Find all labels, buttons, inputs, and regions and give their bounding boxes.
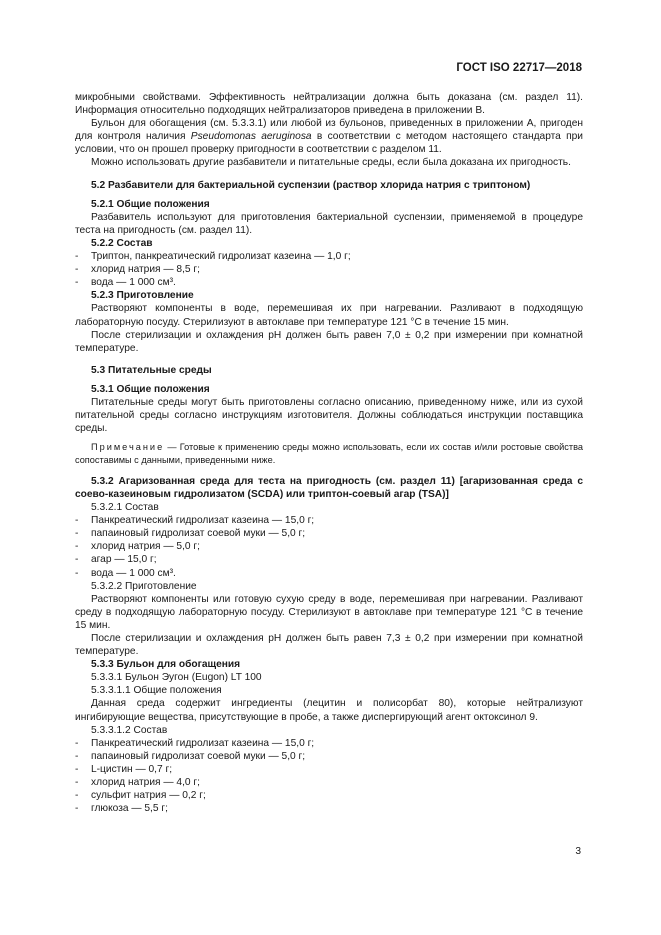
paragraph: Можно использовать другие разбавители и питательные среды, если была доказана их пригодность. <box>91 157 571 169</box>
paragraph: После стерилизации и охлаждения pH должен быть равен 7,0 ± 0,2 при измерении при комнатной температуре. <box>75 329 583 354</box>
paragraph: Бульон для обогащения (см. 5.3.3.1) или любой из бульонов, приведенных в приложении А, пригоден для контроля наличия Pseudomonas aeruginosa в соответствии с методом настоящего стандарта при условии, что он прошел проверку пригодности в соответствии с разделом 11. <box>75 118 583 156</box>
list-item: - хлорид натрия — 5,0 г; <box>75 540 583 553</box>
composition-list <box>75 514 583 579</box>
section-heading-5-2-3: 5.2.3 Приготовление <box>91 290 194 302</box>
subsection-heading: 5.3.2.1 Состав <box>91 502 159 514</box>
list-item: - вода — 1 000 см³. <box>75 567 583 580</box>
paragraph: Растворяют компоненты или готовую сухую среду в воде, перемешивая при нагревании. Разливают среду в подходящую лабораторную посуду. Стерилизуют в автоклаве при температуре 121 °С в течение 15 мин. <box>75 593 583 631</box>
list-item: - вода — 1 000 см³. <box>75 276 583 289</box>
section-heading-5-2-2: 5.2.2 Состав <box>91 237 153 249</box>
paragraph: Питательные среды могут быть приготовлены согласно описанию, приведенному ниже, или из сухой питательной среды согласно инструкциям изготовителя. Должны соблюдаться инструкции поставщика среды. <box>75 396 583 435</box>
section-heading-5-2: 5.2 Разбавители для бактериальной суспензии (раствор хлорида натрия с триптоном) <box>91 179 531 191</box>
note: Примечание — Готовые к применению среды можно использовать, если их состав и/или ростовые свойства сопоставимы с данными, приведенными ниже. <box>75 442 583 465</box>
list-item: - Панкреатический гидролизат казеина — 15,0 г; <box>75 737 583 750</box>
list-item: - папаиновый гидролизат соевой муки — 5,0 г; <box>75 750 583 763</box>
page-number: 3 <box>575 846 581 857</box>
section-heading-5-3-3: 5.3.3 Бульон для обогащения <box>91 659 241 671</box>
list-item: - хлорид натрия — 8,5 г; <box>75 263 583 276</box>
composition-list <box>75 250 583 289</box>
list-item: - папаиновый гидролизат соевой муки — 5,0 г; <box>75 527 583 540</box>
list-item: - агар — 15,0 г; <box>75 553 583 566</box>
list-item: - сульфит натрия — 0,2 г; <box>75 789 583 802</box>
document-body <box>75 91 583 815</box>
document-header: ГОСТ ISO 22717—2018 <box>456 62 582 74</box>
subsection-heading: 5.3.2.2 Приготовление <box>91 580 197 592</box>
list-item: - глюкоза — 5,5 г; <box>75 802 583 815</box>
paragraph: После стерилизации и охлаждения pH должен быть равен 7,3 ± 0,2 при измерении при комнатной температуре. <box>75 632 583 658</box>
note-label: Примечание <box>91 442 165 453</box>
paragraph: Данная среда содержит ингредиенты (лецитин и полисорбат 80), которые нейтрализуют ингибирующие вещества, присутствующие в пробе, а также диспергирующий агент октоксинол 9. <box>75 698 583 723</box>
section-heading-5-3-2: 5.3.2 Агаризованная среда для теста на пригодность (см. раздел 11) [агаризованная среда с соево-казеиновым гидролизатом (SCDA) или триптон-соевый агар (TSA)] <box>75 475 583 500</box>
list-item: - Триптон, панкреатический гидролизат казеина — 1,0 г; <box>75 250 583 263</box>
list-item: - хлорид натрия — 4,0 г; <box>75 776 583 789</box>
paragraph: Растворяют компоненты в воде, перемешивая их при нагревании. Разливают в подходящую лабораторную посуду. Стерилизуют в автоклаве при температуре 121 °С в течение 15 мин. <box>75 303 583 328</box>
paragraph: Разбавитель используют для приготовления бактериальной суспензии, применяемой в процедуре теста на пригодность (см. раздел 11). <box>75 211 583 236</box>
subsection-heading: 5.3.3.1.1 Общие положения <box>91 685 222 697</box>
paragraph: микробными свойствами. Эффективность нейтрализации должна быть доказана (см. раздел 11). Информация относительно подходящих нейтрализаторов приведена в приложении В. <box>75 92 583 117</box>
list-item: - L-цистин — 0,7 г; <box>75 763 583 776</box>
subsection-heading: 5.3.3.1 Бульон Эугон (Eugon) LT 100 <box>91 672 262 684</box>
list-item: - Панкреатический гидролизат казеина — 15,0 г; <box>75 514 583 527</box>
composition-list <box>75 737 583 816</box>
section-heading-5-3-1: 5.3.1 Общие положения <box>91 383 210 395</box>
section-heading-5-2-1: 5.2.1 Общие положения <box>91 198 210 210</box>
section-heading-5-3: 5.3 Питательные среды <box>91 364 212 376</box>
subsection-heading: 5.3.3.1.2 Состав <box>91 724 168 736</box>
